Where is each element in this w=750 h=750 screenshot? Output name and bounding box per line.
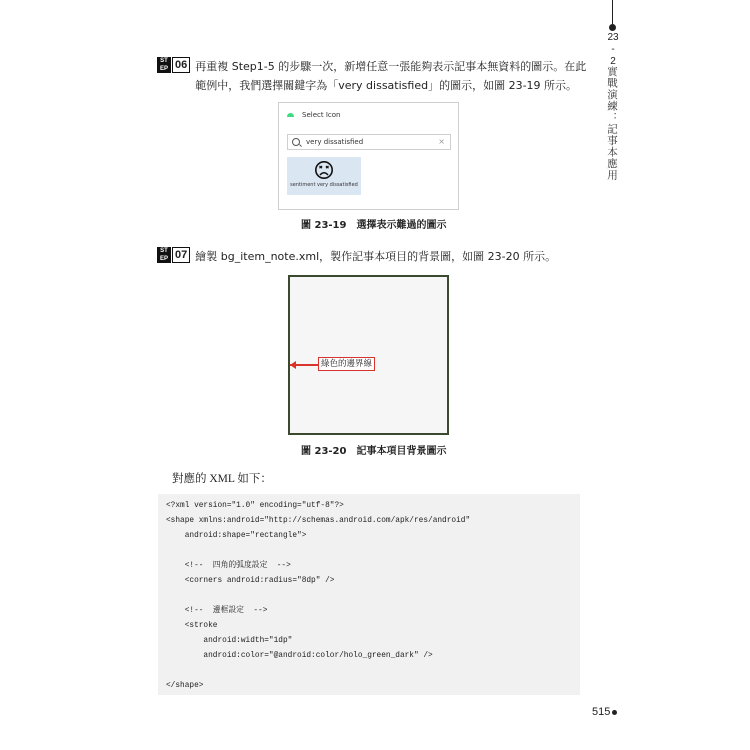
code-line: android:color="@android:color/holo_green_dark" /> — [166, 652, 433, 660]
xml-intro: 對應的 XML 如下： — [172, 473, 272, 485]
step-number: 06 — [172, 57, 190, 73]
code-line: <?xml version="1.0" encoding="utf-8"?> — [166, 502, 344, 510]
search-value: very dissatisfied — [306, 138, 364, 146]
chapter-dash: - — [611, 44, 615, 55]
search-icon — [292, 138, 300, 146]
code-line — [166, 664, 580, 679]
code-line: android:shape="rectangle"> — [166, 532, 307, 540]
select-icon-dialog — [278, 102, 459, 210]
side-rule — [612, 0, 613, 26]
page-dot — [612, 710, 617, 715]
step-text — [195, 57, 586, 95]
sentiment-very-dissatisfied-icon — [314, 160, 334, 180]
chapter-major: 23 — [607, 32, 619, 43]
clear-icon[interactable]: × — [438, 137, 445, 146]
figure-caption-23-19: 圖 23-19 選擇表示難過的圖示 — [301, 220, 447, 231]
step-text — [195, 247, 556, 266]
code-line: <!-- 邊框設定 --> — [166, 607, 268, 615]
code-line — [166, 544, 580, 559]
step-text-line: 再重複 Step1-5 的步驟一次，新增任意一張能夠表示記事本無資料的圖示。在此 — [195, 60, 587, 73]
side-dot — [609, 24, 616, 31]
code-line: <!-- 四角的弧度設定 --> — [166, 562, 291, 570]
dialog-title-text: Select Icon — [302, 111, 341, 119]
code-line: android:width="1dp" — [166, 637, 293, 645]
code-line — [166, 589, 580, 604]
step-label: ST EP — [157, 57, 171, 73]
note-item-background-preview — [288, 275, 449, 435]
android-icon — [287, 113, 294, 117]
dialog-title — [287, 111, 340, 119]
code-line: <stroke — [166, 622, 218, 630]
step-number: 07 — [172, 247, 190, 263]
code-line: <shape xmlns:android="http://schemas.android.com/apk/res/android" — [166, 517, 471, 525]
chapter-minor: 2 — [610, 56, 616, 67]
icon-tile-label: sentiment very dissatisfied — [290, 182, 358, 188]
step-07 — [157, 247, 556, 266]
icon-search-field[interactable] — [287, 134, 451, 150]
figure-caption-23-20: 圖 23-20 記事本項目背景圖示 — [301, 446, 447, 457]
callout-label: 綠色的邊界線 — [318, 357, 375, 371]
code-line: </shape> — [166, 682, 204, 690]
chapter-number — [604, 32, 622, 68]
step-label: ST EP — [157, 247, 171, 263]
code-block — [158, 494, 580, 695]
step-text-line: 繪製 bg_item_note.xml，製作記事本項目的背景圖，如圖 23-20 所示。 — [195, 250, 557, 263]
step-06 — [157, 57, 586, 95]
step-badge — [157, 247, 190, 263]
chapter-title: 實戰演練：記事本應用 — [606, 66, 618, 181]
code-line: <corners android:radius="8dp" /> — [166, 577, 335, 585]
icon-tile-selected[interactable] — [287, 157, 361, 195]
callout-arrow-icon — [290, 361, 296, 369]
step-badge — [157, 57, 190, 73]
step-text-line: 範例中，我們選擇關鍵字為「very dissatisfied」的圖示，如圖 23-19 所示。 — [195, 79, 578, 92]
page-number: 515 — [592, 706, 611, 718]
